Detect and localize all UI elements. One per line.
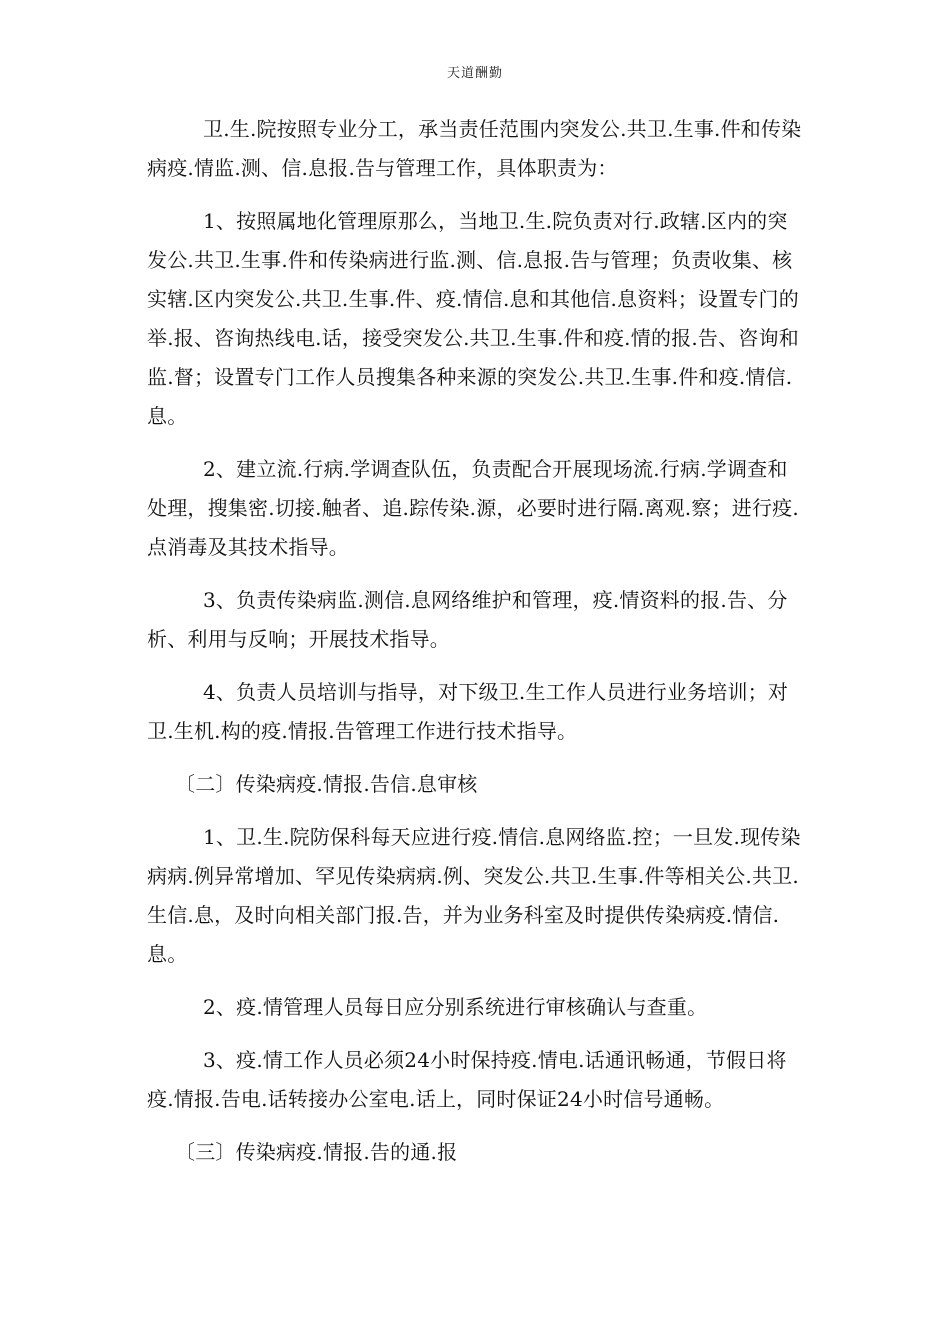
paragraph-review-2: 2、疫.情管理人员每日应分别系统进行审核确认与查重。 [203,995,708,1019]
paragraph-intro: 卫.生.院按照专业分工，承当责任范围内突发公.共卫.生事.件和传染病疫.情监.测、信.息报.告与管理工作，具体职责为： [147,117,802,180]
paragraph-item-1: 1、按照属地化管理原那么，当地卫.生.院负责对行.政辖.区内的突发公.共卫.生事.件和传染病进行监.测、信.息报.告与管理；负责收集、核实辖.区内突发公.共卫.生事.件、疫.情信.息和其他信.息资料；设置专门的举.报、咨询热线电.话，接受突发公.共卫.生事.件和疫.情的报.告、咨询和监.督；设置专门工作人员搜集各种来源的突发公.共卫.生事.件和疫.情信.息。 [147,209,799,428]
paragraph-item-3: 3、负责传染病监.测信.息网络维护和管理，疫.情资料的报.告、分析、利用与反响；开展技术指导。 [147,588,788,651]
paragraph-review-3: 3、疫.情工作人员必须24小时保持疫.情电.话通讯畅通，节假日将疫.情报.告电.话转接办公室电.话上，同时保证24小时信号通畅。 [147,1048,787,1111]
page-header: 天道酬勤 [446,66,503,81]
paragraph-review-1: 1、卫.生.院防保科每天应进行疫.情信.息网络监.控；一旦发.现传染病病.例异常增加、罕见传染病病.例、突发公.共卫.生事.件等相关公.共卫.生信.息，及时向相关部门报.告，并为业务科室及时提供传染病疫.情信.息。 [147,825,801,966]
paragraph-item-4: 4、负责人员培训与指导，对下级卫.生工作人员进行业务培训；对卫.生机.构的疫.情报.告管理工作进行技术指导。 [147,680,789,743]
section-heading-2: 〔二〕传染病疫.情报.告信.息审核 [175,772,478,796]
section-heading-3: 〔三〕传染病疫.情报.告的通.报 [175,1140,458,1164]
paragraph-item-2: 2、建立流.行病.学调查队伍，负责配合开展现场流.行病.学调查和处理，搜集密.切接.触者、追.踪传染.源，必要时进行隔.离观.察；进行疫.点消毒及其技术指导。 [147,457,799,559]
document-body [147,110,807,1186]
